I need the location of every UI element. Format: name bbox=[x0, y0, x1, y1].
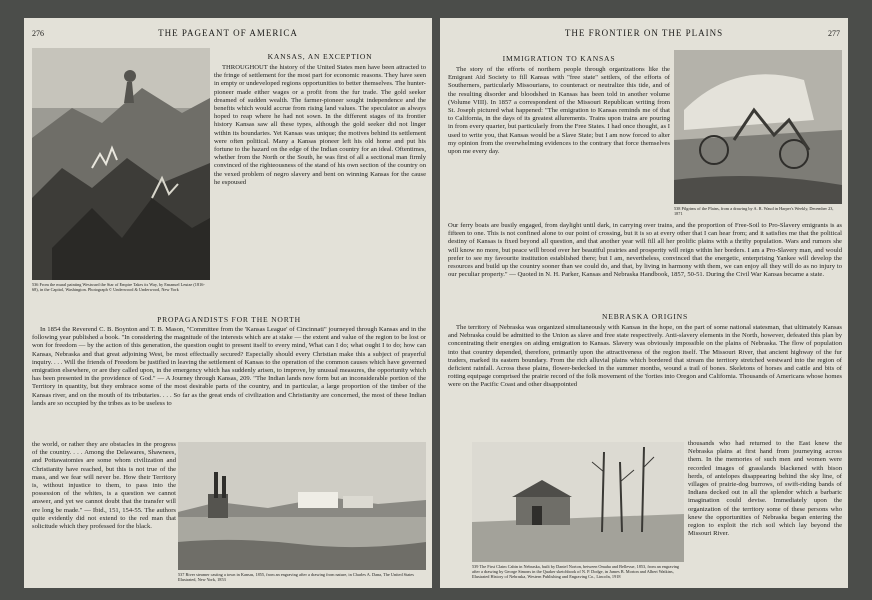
illustration-537-river-steamer bbox=[178, 442, 426, 570]
caption-539: 539 The First Claim Cabin in Nebraska, built by Daniel Norton, between Omaha and Bellevue, 1853, from an engraving after a drawing by George Simons in the Quaker sketchbook of N. P. Dodge, in James B. Morton and Albert Watkins, Illustrated History of Nebraska, Western Publishing and Engraving Co., Lincoln, 1918 bbox=[472, 564, 680, 579]
right-running-head: THE FRONTIER ON THE PLAINS bbox=[564, 28, 724, 38]
section-text-nebraska-origins: The territory of Nebraska was organized simultaneously with Kansas in the hope, on the part of some national statesman, that ultimately Kansas and Nebraska could be admitted to the Union as slave and free state respectively. Anti-slavery elements in the North, however, defeated this plan by concentrating their energies on aiding emigration to Kansas. Slavery was obviously impossible on the plains of Nebraska. The flow of population into that country depended, therefore, primarily upon the attractiveness of the region itself. The Missouri River, that ancient highway of the fur traders, marked its eastern boundary. From the rich alluvial plains which bordered that stream the territory stretched westward into the region of deficient rainfall. Across these plains, flower-bedecked in the summer months, wound a trail of bones. Skeletons of horses and cattle and bits of rotting equipage comprised the prairie record of the folk movement of the 'forties into Oregon and California. Thousands of Americans whose homes were on the Pacific Coast and other disappointed bbox=[448, 324, 842, 389]
section-title-immigration: IMMIGRATION TO KANSAS bbox=[502, 54, 616, 63]
section-text-nebraska-continued: thousands who had returned to the East knew the Nebraska plains at first hand from journeying across them. In the memories of such men and women were recorded images of grasslands blackened with bison herds, of antelopes disappearing behind the sky line, of villages of prairie-dog burrows, of swift-riding bands of Indians decked out in all the splendor which a barbaric imagination could devise. Immediately upon the organization of the territory some of these persons who knew the opportunities of Nebraska began entering the region to exploit the rich soil which lay beyond the Missouri River. bbox=[688, 440, 842, 538]
section-text-immigration-continued: Our ferry boats are busily engaged, from daylight until dark, in carrying over trains, and the proportion of Free-Soil to Pro-Slavery emigrants is as fifteen to one. This is not confined alone to our point of crossing, but it is so at every other that I can hear from; and it satisfies me that the political destiny of Kansas is fixed beyond all question, and that another year will fill all her prolific plains with a thrifty population. Wars and rumors she will know no more, but peace will brood over her beautiful prairies and prosperity will reign within her borders. I am a Pro-Slavery man, and would prefer to see my favourite institution established there; but I am, nevertheless, convinced that the energetic, enterprising Yankee will develop the resources and build up the country sooner than we could do, and that, by living in harmony with them, we can enjoy all they will do as no injury to our peculiar property." — Quoted in N. H. Parker, Kansas and Nebraska Handbook, 1857, 50-51. During the Civil War Kansas became a state. bbox=[448, 222, 842, 279]
caption-536: 536 From the mural painting Westward the Star of Empire Takes its Way, by Emanuel Leutze (1816-68), in the Capitol, Washington. Photograph © Underwood & Underwood, New York bbox=[32, 282, 205, 292]
illustration-536-westward-mural bbox=[32, 48, 210, 280]
section-text-propagandists-continued: the world, or rather they are obstacles in the progress of the country. . . . Among the Delawares, Shawnees, and Pottawatomies are some whom civilization and Christianity have reached, but this is not true of the mass, and we fear will never be. How their Territory is, without injustice to them, to pass into the possession of the whites, is a question we cannot answer, and yet we cannot doubt that the transfer will ere long be made." — Ibid., 151, 154-55. The authors quite evidently did not extend to the red man that solicitude which they professed for the black. bbox=[32, 441, 176, 531]
caption-537: 537 River steamer casting a town in Kansas, 1855, from an engraving after a drawing from nature, in Charles A. Dana, The United States Illustrated, New York, 1853 bbox=[178, 572, 414, 582]
caption-538: 538 Pilgrims of the Plains, from a drawing by A. R. Waud in Harper's Weekly, December 23, 1871 bbox=[674, 206, 834, 216]
right-page bbox=[440, 18, 848, 588]
section-title-kansas-exception: KANSAS, AN EXCEPTION bbox=[267, 52, 373, 61]
section-text-immigration: The story of the efforts of northern people through organizations like the Emigrant Aid Society to fill Kansas with "free state" settlers, of the efforts of Southerners, particularly Missourians, to counteract or neutralize this tide, and of the resulting disorder and bloodshed in Kansas has been told in another volume (Volume VIII). In 1857 a correspondent of the Missouri Republican writing from St. Joseph pictured what happened: "The emigration to Kansas reminds me of that to California, in the days of its greatest allurements. Trains upon trains are pouring in from every quarter, but particularly from the Free States. I had once thought, as I used to write you, that Kansas would be a Slave State; but I am now forced to alter my opinion from the overwhelming evidences to the contrary that force themselves upon me every day. bbox=[448, 66, 670, 156]
illustration-539-first-claim-cabin bbox=[472, 442, 684, 562]
section-text-kansas-exception: THROUGHOUT the history of the United States men have been attracted to the fringe of settlement for the most part for economic reasons. They have seen in empty or undeveloped regions opportunities to better themselves. The hunter-pioneer made either wages or a profit from the fur trade. The gold seeker dreamed of sudden wealth. The farmer-pioneer sought independence and the benefits which would accrue from rising land values. The speculator as always hoped to reap where he had not sown. In the different stages of its frontier history Kansas saw all these types, although the gold seeker did not linger within its boundaries. Yet Kansas was unique; the motives behind its settlement were often political. Many a Kansas pioneer left his old home and put his fortune to the hazard on the edge of the Indian country for an ideal. Oftentimes, whether from the North or the South, he was first of all a sectional man firmly convinced of the righteousness of the stand of his own section of the country on the vexed problem of negro slavery and bent on winning Kansas for the cause he espoused bbox=[214, 64, 426, 186]
section-text-propagandists: In 1854 the Reverend C. B. Boynton and T. B. Mason, "Committee from the 'Kansas League' of Cincinnati" journeyed through Kansas and in the following year published a book. "In considering the magnitude of the interests which are at stake — the extent and value of the region to be lost or won for freedom — by the action of this generation, the question ought to present itself to every mind, What can I do; what ought I to do; how can Kansas, Nebraska and that great adjoining West, be most effectually secured? Especially should every Christian make this a subject of prayerful inquiry. . . . Will the friends of Freedom be justified in leaving the settlement of Kansas to the operation of the common causes which have governed emigration elsewhere, or are they called upon, in the emergency which has suddenly arisen, to improve, by unusual measures, the opportunity which has been presented in the providence of God." — A Journey through Kansas, 209. "The Indian lands now form but an inconsiderable portion of the Territory in quantity, but they embrace some of the most desirable parts of the country, and in particular, a large proportion of the timber of the Kansas river, and on the mouth of its tributaries. . . . So far as the great ends of civilization and Christianity are concerned, the most of these Indian lands are so occupied by the tribes as to be useless to bbox=[32, 326, 426, 407]
left-running-head: THE PAGEANT OF AMERICA bbox=[158, 28, 298, 38]
right-page-number: 277 bbox=[828, 29, 840, 38]
left-page-number: 276 bbox=[32, 29, 44, 38]
left-page bbox=[24, 18, 432, 588]
section-title-propagandists: PROPAGANDISTS FOR THE NORTH bbox=[157, 315, 301, 324]
section-title-nebraska-origins: NEBRASKA ORIGINS bbox=[601, 312, 688, 321]
illustration-538-pilgrims-of-the-plains bbox=[674, 50, 842, 204]
